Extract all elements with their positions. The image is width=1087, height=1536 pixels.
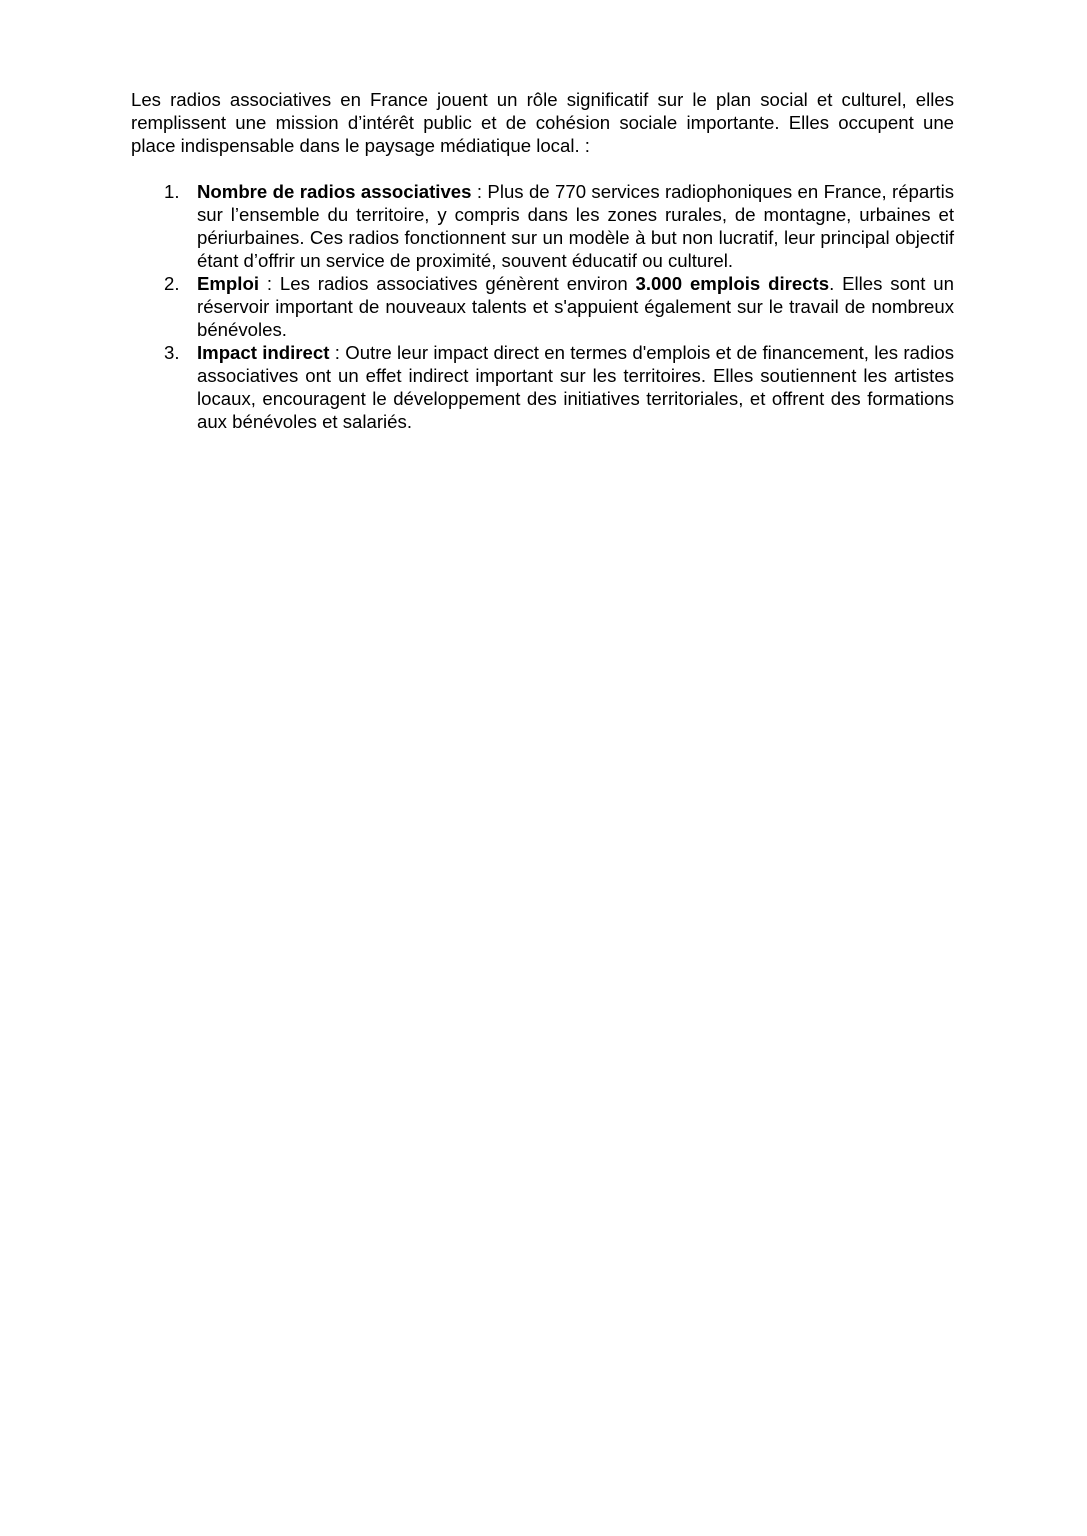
list-item (131, 180, 954, 272)
list-item-term: Impact indirect (197, 342, 330, 363)
numbered-list (131, 180, 954, 433)
list-item (131, 272, 954, 341)
document-page (131, 88, 954, 433)
list-item-number: 2. (164, 273, 180, 294)
list-item-number: 1. (164, 181, 180, 202)
list-item-text-continued: . Elles sont un réservoir important de nouveaux talents et s'appuient également sur le travail de nombreux bénévoles. (197, 273, 954, 340)
list-item-text: : Les radios associatives génèrent environ (258, 273, 636, 294)
list-item (131, 341, 954, 433)
list-item-term: Nombre de radios associatives (197, 181, 472, 202)
list-item-text: : Outre leur impact direct en termes d'emplois et de financement, les radios associatives ont un effet indirect important sur les territoires. Elles soutiennent les artistes locaux, encouragent le développement des initiatives territoriales, et offrent des formations aux bénévoles et salariés. (197, 342, 955, 432)
list-item-highlight: 3.000 emplois directs (635, 273, 830, 294)
list-item-term: Emploi (197, 273, 259, 294)
intro-paragraph: Les radios associatives en France jouent un rôle significatif sur le plan social et culturel, elles remplissent une mission d’intérêt public et de cohésion sociale importante. Elles occupent une place indispensable dans le paysage médiatique local. : (131, 89, 954, 156)
list-item-number: 3. (164, 342, 180, 363)
list-item-text: : Plus de 770 services radiophoniques en France, répartis sur l’ensemble du territoire, y compris dans les zones rurales, de montagne, urbaines et périurbaines. Ces radios fonctionnent sur un modèle à but non lucratif, leur principal objectif étant d’offrir un service de proximité, souvent éducatif ou culturel. (197, 181, 955, 271)
